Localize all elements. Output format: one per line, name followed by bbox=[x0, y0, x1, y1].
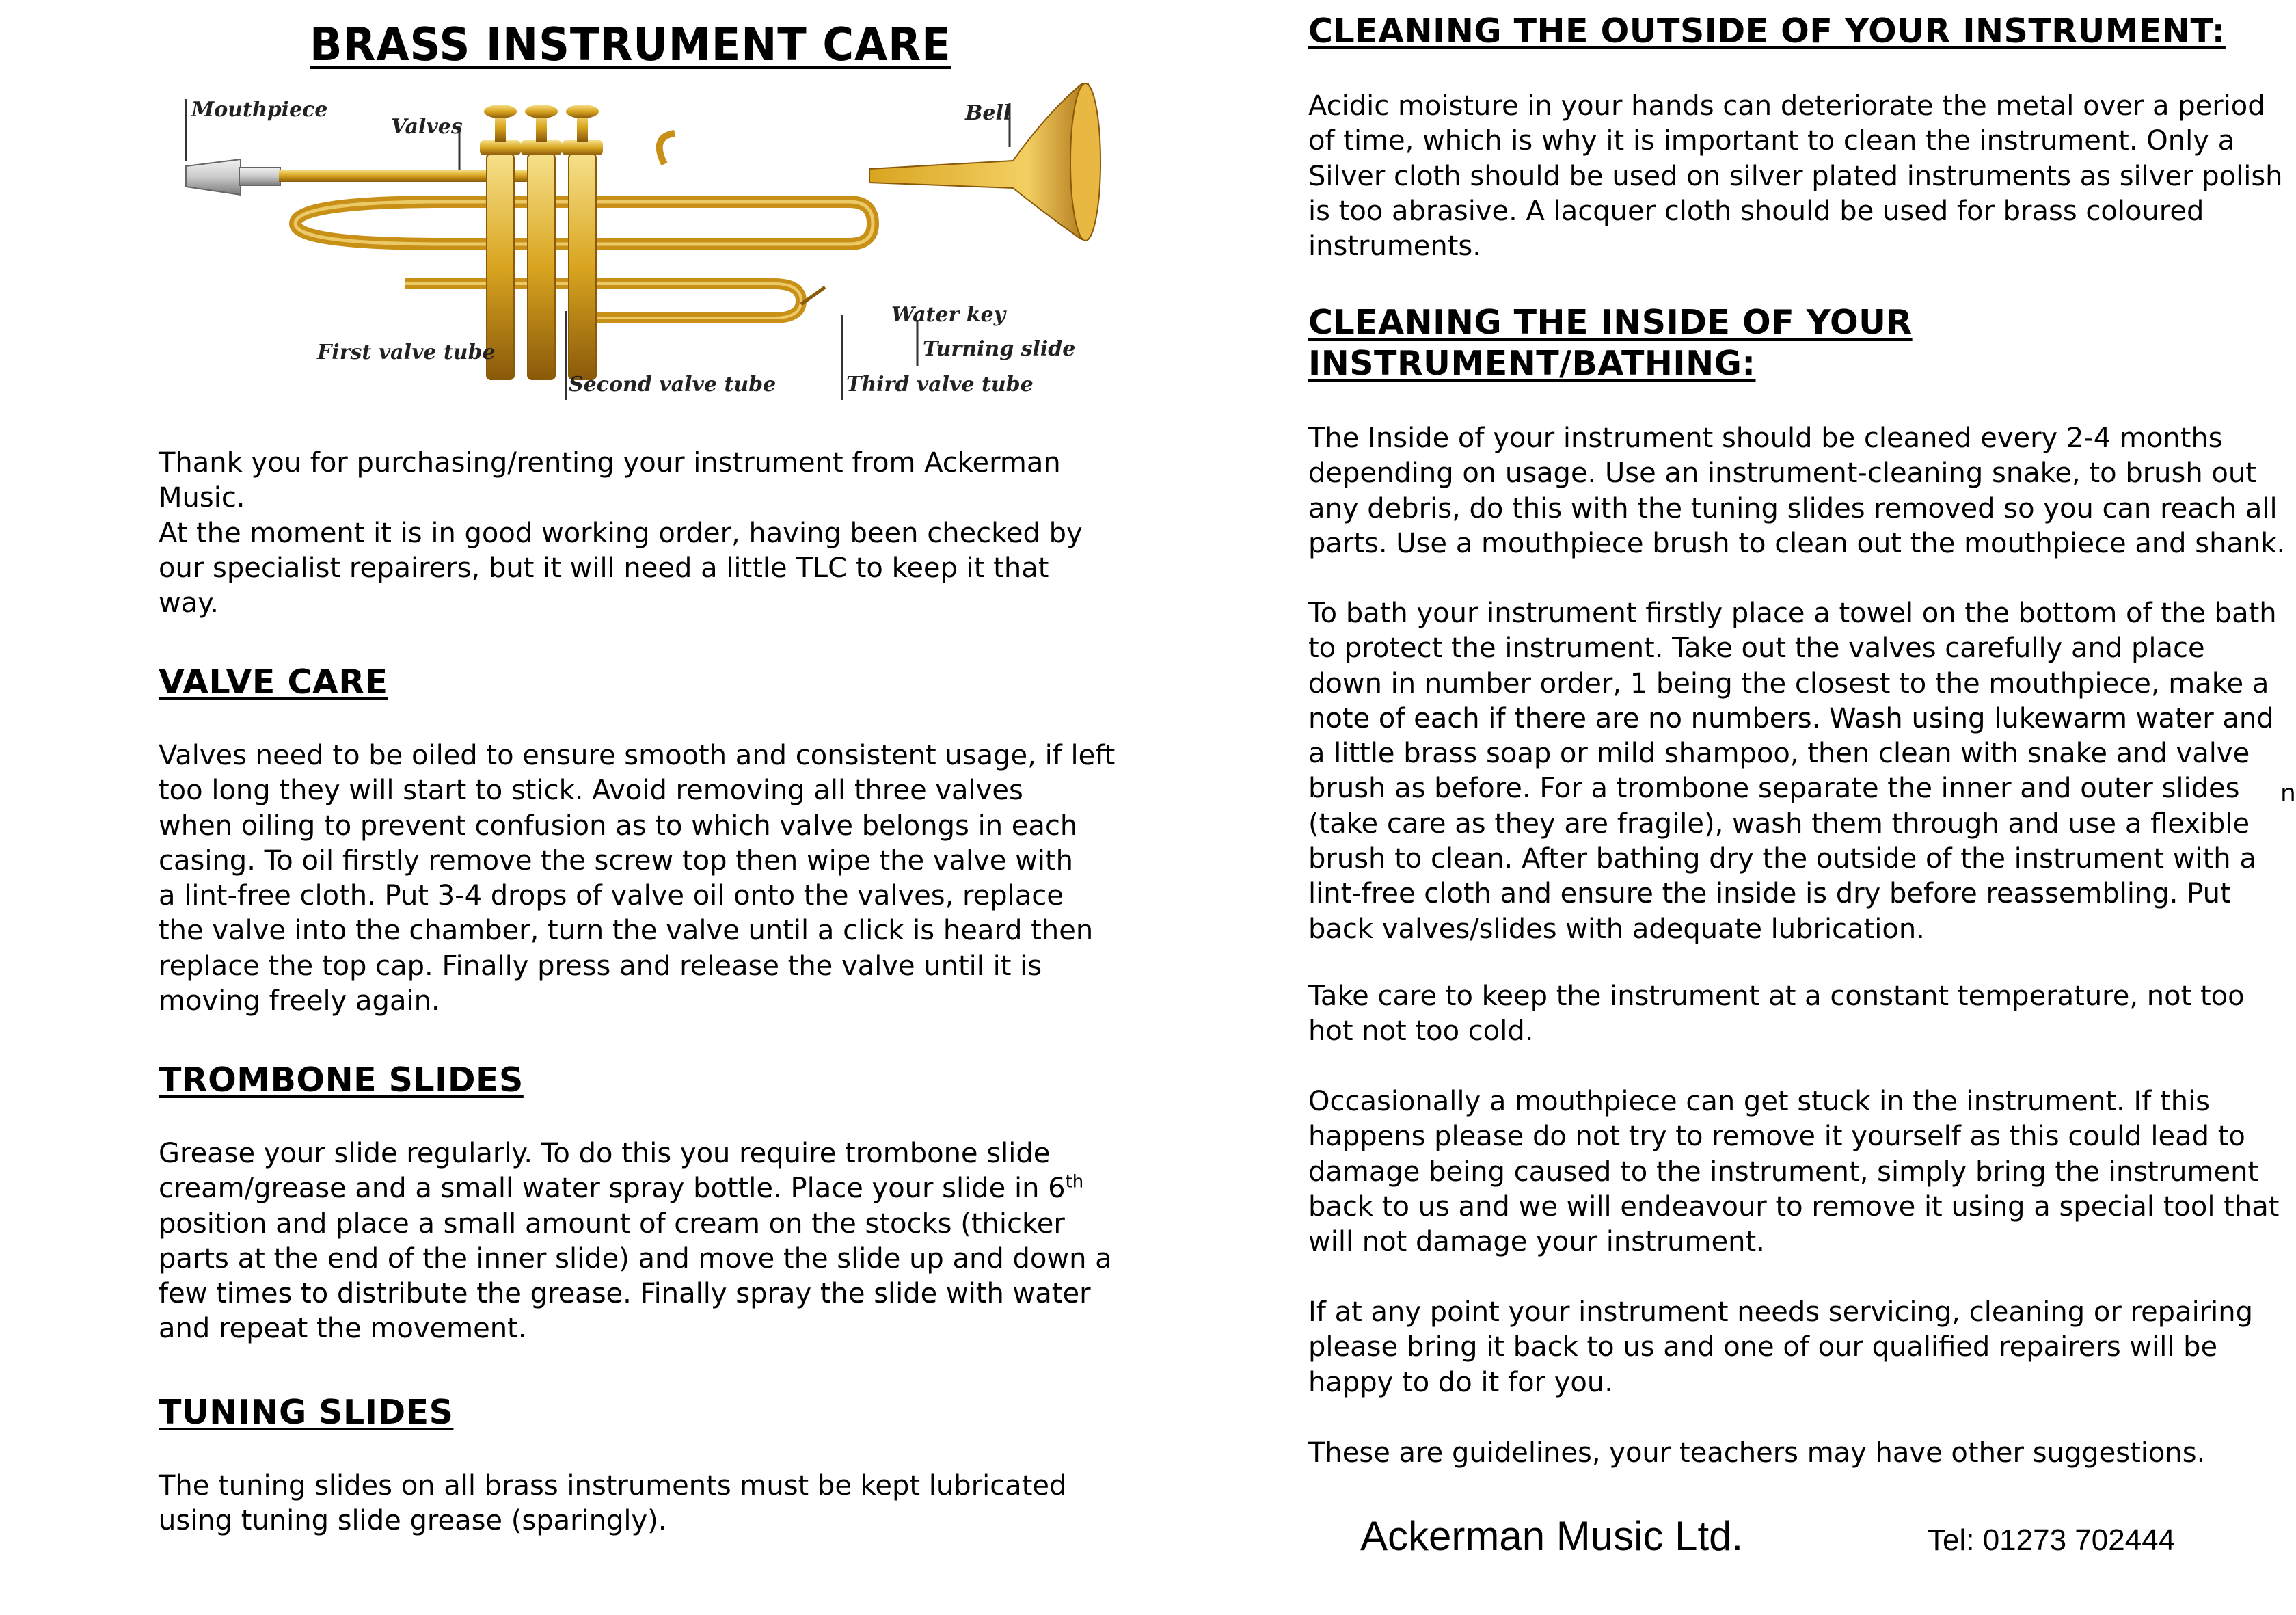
label-bell: Bell bbox=[965, 101, 1012, 125]
trumpet-diagram bbox=[159, 79, 1129, 407]
trombone-slides-heading: TROMBONE SLIDES bbox=[159, 1060, 524, 1099]
label-turning-slide: Turning slide bbox=[923, 337, 1076, 361]
stray-mark: n bbox=[2280, 779, 2296, 808]
label-valves: Valves bbox=[391, 115, 463, 139]
servicing-paragraph: If at any point your instrument needs servicing, cleaning or repairing please bring it back to us and one of our qualified repairers will be happy to do it for you. bbox=[1308, 1296, 2253, 1398]
label-mouthpiece: Mouthpiece bbox=[191, 98, 328, 122]
bathing-paragraph: To bath your instrument firstly place a towel on the bottom of the bath to protect the instrument. Take out the valves carefully and place down in number order, 1 being the closest to the mouthpiece, make a note of each if there are no numbers. Wash using lukewarm water and a little brass soap or mild shampoo, then clean with snake and valve brush as before. For a trombone separate the inner and outer slides (take care as they are fragile), wash them through and use a flexible brush to clean. After bathing dry the outside of the instrument with a lint-free cloth and ensure the inside is dry before reassembling. Put back valves/slides with adequate lubrication. bbox=[1308, 598, 2277, 945]
cleaning-inside-heading: CLEANING THE INSIDE OF YOUR INSTRUMENT/BATHING: bbox=[1308, 303, 1913, 383]
trombone-slides-paragraph: Grease your slide regularly. To do this you require trombone slide cream/grease and a small water spray bottle. Place your slide in 6th position and place a small amount of cream on the stocks (thicker parts at the end of the inner slide) and move the slide up and down a few times to distribute the grease. Finally spray the slide with water and repeat the movement. bbox=[159, 1138, 1112, 1345]
label-water-key: Water key bbox=[891, 303, 1006, 327]
tuning-slides-heading: TUNING SLIDES bbox=[159, 1393, 454, 1432]
cleaning-outside-paragraph: Acidic moisture in your hands can deteriorate the metal over a period of time, which is why it is important to clean the instrument. Only a Silver cloth should be used on silver plated instruments as silver polish is too abrasive. A lacquer cloth should be used for brass coloured instruments. bbox=[1308, 90, 2283, 263]
stuck-mouthpiece-paragraph: Occasionally a mouthpiece can get stuck in the instrument. If this happens please do not try to remove it yourself as this could lead to damage being caused to the instrument, simply bring the instrument back to us and we will endeavour to remove it using a special tool that will not damage your instrument. bbox=[1308, 1086, 2280, 1258]
label-second-valve-tube: Second valve tube bbox=[569, 373, 776, 397]
mouthpiece-part bbox=[186, 159, 280, 195]
tuning-slides-paragraph: The tuning slides on all brass instruments must be kept lubricated using tuning slide grease (sparingly). bbox=[159, 1470, 1067, 1537]
cleaning-inside-paragraph-1: The Inside of your instrument should be cleaned every 2-4 months depending on usage. Use an instrument-cleaning snake, to brush out any debris, do this with the tuning slides removed so you can reach all parts. Use a mouthpiece brush to clean out the mouthpiece and shank. bbox=[1308, 423, 2286, 559]
cleaning-outside-heading: CLEANING THE OUTSIDE OF YOUR INSTRUMENT: bbox=[1308, 12, 2226, 51]
company-name: Ackerman Music Ltd. bbox=[1360, 1513, 1744, 1559]
label-first-valve-tube: First valve tube bbox=[317, 341, 496, 364]
intro-paragraph: Thank you for purchasing/renting your instrument from Ackerman Music. At the moment it is in good working order, having been checked by our specialist repairers, but it will need a little TLC to keep it that way. bbox=[159, 447, 1083, 619]
page-title: BRASS INSTRUMENT CARE bbox=[310, 18, 951, 71]
temperature-paragraph: Take care to keep the instrument at a constant temperature, not too hot not too cold. bbox=[1308, 980, 2245, 1047]
label-third-valve-tube: Third valve tube bbox=[846, 373, 1034, 397]
valve-care-heading: VALVE CARE bbox=[159, 663, 388, 702]
valve-care-paragraph: Valves need to be oiled to ensure smooth and consistent usage, if left too long they will start to stick. Avoid removing all three valves when oiling to prevent confusion as to which valve belongs in each casing. To oil firstly remove the screw top then wipe the valve with a lint-free cloth. Put 3-4 drops of valve oil onto the valves, replace the valve into the chamber, turn the valve until a click is heard then replace the top cap. Finally press and release the valve until it is moving freely again. bbox=[159, 740, 1116, 1017]
guidelines-paragraph: These are guidelines, your teachers may have other suggestions. bbox=[1308, 1437, 2206, 1469]
telephone-number: Tel: 01273 702444 bbox=[1928, 1523, 2176, 1557]
